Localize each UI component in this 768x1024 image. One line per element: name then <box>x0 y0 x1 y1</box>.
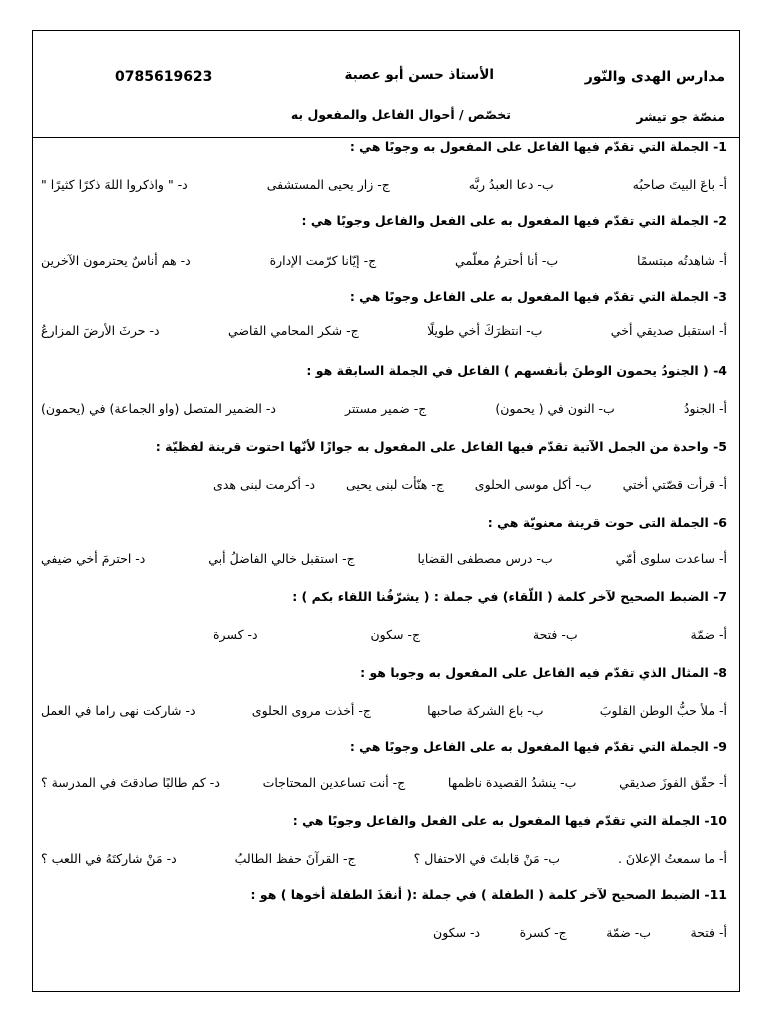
teacher-name: الأستاذ حسن أبو عصبة <box>344 67 494 83</box>
option-a: أ- ما سمعتُ الإعلانَ . <box>617 851 727 866</box>
option-d: د- احترمَ أخي ضيفي <box>41 551 146 566</box>
question-10-options <box>41 851 727 866</box>
question-7-options <box>213 627 727 642</box>
option-a: أ- قرأت قصّتي أختي <box>622 477 727 492</box>
option-d: د- أكرمت لبنى هدى <box>213 477 316 492</box>
option-b: ب- أكل موسى الحلوى <box>474 477 592 492</box>
platform-name: منصّة جو تيشر <box>636 109 725 124</box>
option-d: د- شاركت نهى راما في العمل <box>41 703 196 718</box>
option-a: أ- شاهدتُه مبتسمًا <box>637 253 727 268</box>
option-a: أ- الجنودُ <box>683 401 727 416</box>
question-6-options <box>41 551 727 566</box>
school-name: مدارس الهدى والنّور <box>584 69 725 85</box>
phone-number: 0785619623 <box>115 69 213 85</box>
option-b: ب- ينشدُ القصيدة ناظمها <box>447 775 577 790</box>
question-3-options <box>41 323 727 338</box>
option-d: د- كسرة <box>213 627 258 642</box>
option-b: ب- فتحة <box>532 627 578 642</box>
option-b: ب- ضمّة <box>606 925 652 940</box>
question-4-options <box>41 401 727 416</box>
option-b: ب- درس مصطفى القضايا <box>417 551 553 566</box>
option-a: أ- حقّق الفوزَ صديقي <box>619 775 727 790</box>
question-2: 2- الجملة التي تقدّم فيها المفعول به على الفعل والفاعل وجوبًا هي : <box>301 213 727 228</box>
option-c: ج- إيّانا كرّمت الإدارة <box>269 253 377 268</box>
option-a: أ- باعَ البيتَ صاحبُه <box>632 177 727 192</box>
option-b: ب- باع الشركة صاحبها <box>427 703 544 718</box>
question-9-options <box>41 775 727 790</box>
option-a: أ- ضمّة <box>690 627 727 642</box>
option-a: أ- فتحة <box>690 925 727 940</box>
option-c: ج- سكون <box>370 627 421 642</box>
question-10: 10- الجملة التي تقدّم فيها المفعول به على الفعل والفاعل وجوبًا هي : <box>292 813 727 828</box>
question-7: 7- الضبط الصحيح لآخر كلمة ( اللّقاء) في جملة : ( يشرّفُنا اللقاء بكم ) : <box>292 589 727 604</box>
question-6: 6- الجملة التى حوت قرينة معنويّة هي : <box>487 515 727 530</box>
question-9: 9- الجملة التي تقدّم فيها المفعول به على الفاعل وجوبًا هي : <box>349 739 727 754</box>
question-3: 3- الجملة التي تقدّم فيها المفعول به على الفاعل وجوبًا هي : <box>349 289 727 304</box>
question-1-options <box>41 177 727 192</box>
question-8: 8- المثال الذي تقدّم فيه الفاعل على المفعول به وجوبا هو : <box>360 665 727 680</box>
option-c: ج- كسرة <box>519 925 567 940</box>
option-a: أ- استقبل صديقي أخي <box>610 323 727 338</box>
option-c: ج- استقبل خالي الفاضلُ أبي <box>208 551 355 566</box>
question-5: 5- واحدة من الجمل الآتية تقدّم فيها الفاعل على المفعول به جوازًا لأنّها احتوت قرينة لفظيّة : <box>155 439 727 454</box>
option-d: د- حرثَ الأرضَ المزارعُ <box>41 323 160 338</box>
option-b: ب- انتظرَكَ أخي طويلًا <box>427 323 543 338</box>
option-c: ج- القرآنَ حفظ الطالبُ <box>234 851 356 866</box>
question-1: 1- الجملة التي تقدّم فيها الفاعل على المفعول به وجوبًا هي : <box>349 139 727 154</box>
option-d: د- الضمير المتصل (واو الجماعة) في (يحمون) <box>41 401 276 416</box>
option-c: ج- أنت تساعدين المحتاجات <box>262 775 406 790</box>
option-d: د- كم طالبًا صادقتَ في المدرسة ؟ <box>41 775 220 790</box>
option-c: ج- شكر المحامي القاضي <box>227 323 359 338</box>
option-d: د- هم أناسٌ يحترمون الآخرين <box>41 253 191 268</box>
question-8-options <box>41 703 727 718</box>
option-b: ب- أنا أحترمُ معلّمي <box>455 253 559 268</box>
option-d: د- " واذكروا اللهَ ذكرًا كثيرًا " <box>41 177 188 192</box>
header-divider <box>33 137 739 138</box>
question-2-options <box>41 253 727 268</box>
option-c: ج- ضمير مستتر <box>345 401 427 416</box>
option-a: أ- ساعدت سلوى أمّي <box>615 551 727 566</box>
option-a: أ- ملأ حبُّ الوطن القلوبَ <box>599 703 727 718</box>
option-d: د- سكون <box>433 925 481 940</box>
option-b: ب- مَنْ قابلتَ في الاحتفال ؟ <box>413 851 560 866</box>
question-11-options <box>433 925 727 940</box>
question-4: 4- ( الجنودُ يحمون الوطنَ بأنفسهم ) الفاعل في الجملة السابقة هو : <box>306 363 727 378</box>
question-5-options <box>213 477 727 492</box>
option-b: ب- دعا العبدُ ربَّه <box>468 177 554 192</box>
option-c: ج- زار يحيى المستشفى <box>266 177 390 192</box>
option-d: د- مَنْ شاركتَهُ في اللعب ؟ <box>41 851 177 866</box>
question-11: 11- الضبط الصحيح لآخر كلمة ( الطفلة ) في جملة :( أنقذَ الطفلة أخوها ) هو : <box>250 887 727 902</box>
option-c: ج- هنّأت لبنى يحيى <box>345 477 444 492</box>
option-b: ب- النون في ( يحمون) <box>495 401 615 416</box>
lesson-topic: تخصّص / أحوال الفاعل والمفعول به <box>290 107 511 122</box>
option-c: ج- أخذت مروى الحلوى <box>251 703 371 718</box>
worksheet-frame <box>32 30 740 992</box>
